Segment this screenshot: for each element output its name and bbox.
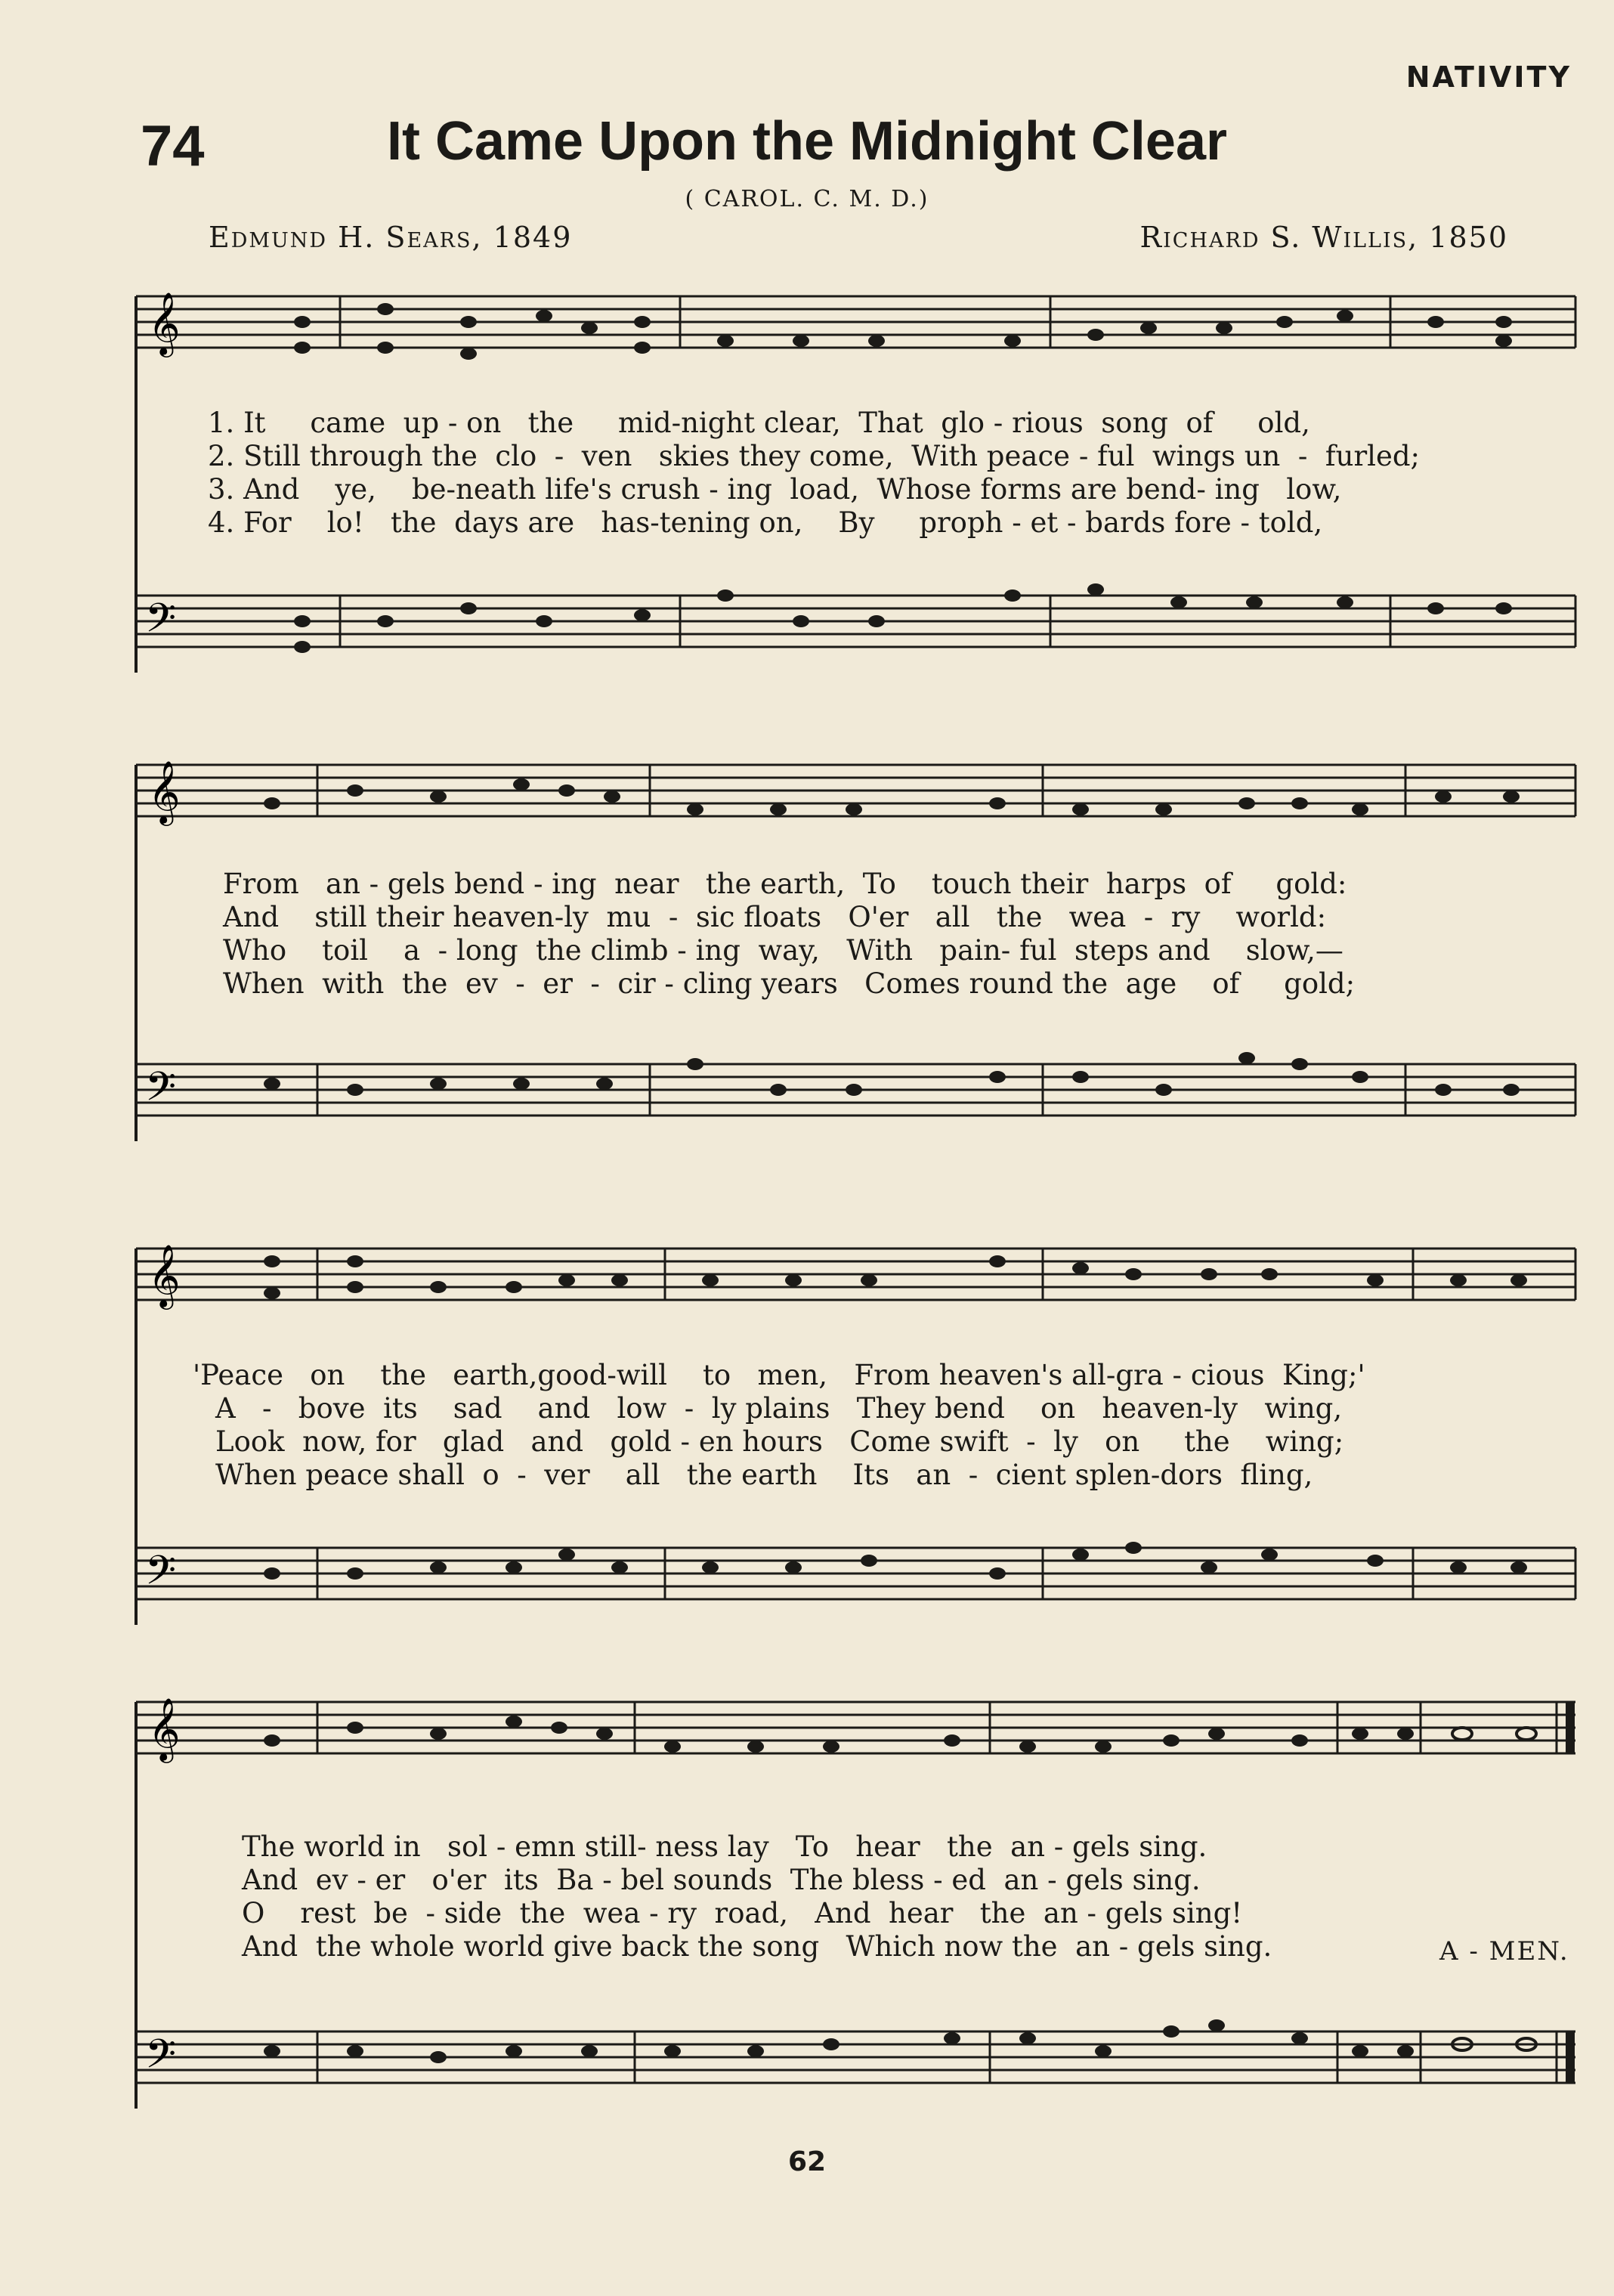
svg-text:𝄞: 𝄞	[148, 291, 181, 354]
svg-text:𝄞: 𝄞	[148, 1243, 181, 1307]
svg-text:𝄞: 𝄞	[148, 1697, 181, 1760]
music-system-2	[0, 748, 1614, 1217]
svg-text:𝄢: 𝄢	[145, 1548, 177, 1604]
verse-3-line: Look now, for glad and gold - en hours Come swift - ly on the wing;	[215, 1425, 1344, 1458]
tune-meter: ( CAROL. C. M. D.)	[685, 186, 929, 212]
verse-1-line: From an - gels bend - ing near the earth, To touch their harps of gold:	[223, 868, 1347, 900]
hymn-title: It Came Upon the Midnight Clear	[386, 111, 1228, 172]
verse-2-line: 2. Still through the clo - ven skies they come, With peace - ful wings un - furled;	[208, 440, 1421, 472]
verse-2-line: And ev - er o'er its Ba - bel sounds The bless - ed an - gels sing.	[242, 1864, 1201, 1896]
svg-text:𝄞: 𝄞	[148, 760, 181, 823]
verse-2-line: A - bove its sad and low - ly plains They bend on heaven-ly wing,	[215, 1392, 1343, 1425]
composer-credit: Richard S. Willis, 1850	[1139, 221, 1508, 254]
music-system-3	[0, 1232, 1614, 1700]
music-system-1	[0, 280, 1614, 748]
page-number: 62	[787, 2146, 827, 2177]
verse-4-line: When peace shall o - ver all the earth Its an - cient splen-dors fling,	[215, 1459, 1313, 1491]
verse-3-line: 3. And ye, be-neath life's crush - ing load, Whose forms are bend- ing low,	[208, 473, 1342, 506]
section-label: NATIVITY	[1405, 60, 1572, 94]
verse-1-line: The world in sol - emn still- ness lay To hear the an - gels sing.	[242, 1830, 1207, 1863]
verse-4-line: 4. For lo! the days are has-tening on, By proph - et - bards fore - told,	[208, 506, 1323, 539]
svg-text:𝄢: 𝄢	[145, 1064, 177, 1120]
svg-text:𝄢: 𝄢	[145, 596, 177, 651]
verse-1-line: 1. It came up - on the mid-night clear, That glo - rious song of old,	[208, 407, 1310, 439]
verse-4-line: When with the ev - er - cir - cling years Comes round the age of gold;	[223, 967, 1356, 1000]
verse-3-line: Who toil a - long the climb - ing way, With pain- ful steps and slow,—	[223, 934, 1343, 967]
music-system-4	[0, 1685, 1614, 2154]
author-credit: Edmund H. Sears, 1849	[209, 221, 573, 254]
verse-4-line: And the whole world give back the song Which now the an - gels sing.	[242, 1930, 1272, 1963]
svg-text:𝄢: 𝄢	[145, 2031, 177, 2087]
amen-text: A - MEN.	[1439, 1936, 1569, 1966]
verse-3-line: O rest be - side the wea - ry road, And hear the an - gels sing!	[242, 1897, 1243, 1929]
verse-2-line: And still their heaven-ly mu - sic floats O'er all the wea - ry world:	[223, 901, 1327, 933]
hymn-number: 74	[141, 114, 205, 178]
verse-1-line: 'Peace on the earth,good-will to men, From heaven's all-gra - cious King;'	[193, 1359, 1365, 1391]
